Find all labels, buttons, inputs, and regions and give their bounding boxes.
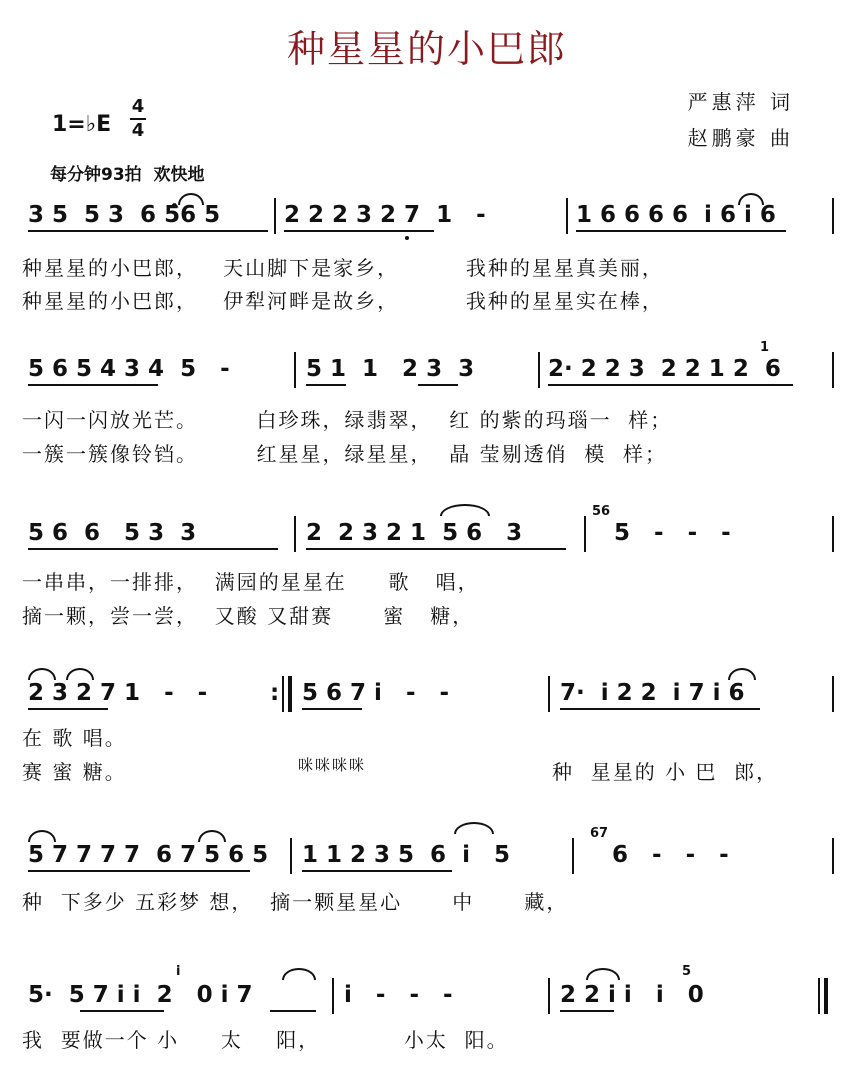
lyric-line-verse1: 在 歌 唱。 bbox=[22, 726, 127, 750]
notation-measure: 5 1 1 2 3 3 bbox=[306, 356, 475, 382]
notation-measure: 5 6 7 i - - bbox=[302, 680, 450, 706]
notation-measure: 3 5 5 3 6 5̂6 5 bbox=[28, 202, 221, 228]
repeat-sign-dots: : bbox=[270, 680, 280, 706]
grace-note: 67 bbox=[590, 826, 609, 841]
notation-measure: 1 1 2 3 5 6 i 5 bbox=[302, 842, 510, 868]
notation-measure: 2 3 2 7 1 - - bbox=[28, 680, 208, 706]
lyric-line-verse2: 赛 蜜 糖。 bbox=[22, 760, 127, 784]
lyric-line-verse1: 一串串，一排排， 满园的星星在 歌 唱， bbox=[22, 570, 480, 594]
lyric-line-chorus: 种 星星的 小 巴 郎， bbox=[552, 760, 779, 784]
notation-measure: i - - - bbox=[344, 982, 453, 1008]
notation-measure: 2 2 2 3 2 7 1 - bbox=[284, 202, 486, 228]
lyricist-credit: 严惠萍 词 bbox=[687, 90, 794, 114]
song-title: 种星星的小巴郎 bbox=[286, 27, 567, 71]
notation-measure: 5 6 6 5 3 3 bbox=[28, 520, 197, 546]
meter-denominator: 4 bbox=[131, 120, 145, 141]
notation-measure: 7· i 2 2 i 7 i 6 bbox=[560, 680, 745, 706]
notation-measure: 6 - - - bbox=[612, 842, 729, 868]
grace-note: 56 bbox=[592, 504, 611, 519]
notation-measure: 5· 5 7 i i 2 0 i 7 bbox=[28, 982, 253, 1008]
notation-measure: 5 6 5 4 3 4 5 - bbox=[28, 356, 230, 382]
time-signature bbox=[128, 96, 148, 142]
grace-note: i bbox=[176, 964, 181, 979]
grace-note: 5 bbox=[682, 964, 692, 979]
lyric-interjection: 咪咪咪咪 bbox=[298, 756, 367, 774]
notation-measure: 5 7 7 7 7 6 7 5 6 5 bbox=[28, 842, 269, 868]
lyric-line-verse1: 种星星的小巴郎， 天山脚下是家乡， 我种的星星真美丽， bbox=[22, 256, 664, 280]
lyric-line-verse1: 种 下多少 五彩梦 想， 摘一颗星星心 中 藏， bbox=[22, 890, 569, 914]
lyric-line-verse2: 一簇一簇像铃铛。 红星星，绿星星， 晶 莹剔透俏 模 样； bbox=[22, 442, 668, 466]
composer-credit: 赵鹏豪 曲 bbox=[687, 126, 794, 150]
tempo-marking: 每分钟93拍 欢快地 bbox=[50, 165, 205, 185]
notation-measure: 2· 2 2 3 2 2 1 2 6 bbox=[548, 356, 781, 382]
notation-measure: 1 6 6 6 6 i 6 i 6 bbox=[576, 202, 776, 228]
notation-measure: 2 2 i i i 0 bbox=[560, 982, 704, 1008]
grace-note: 1 bbox=[760, 340, 770, 355]
meter-numerator: 4 bbox=[131, 96, 145, 117]
lyric-line-verse1: 我 要做一个 小 太 阳， 小太 阳。 bbox=[22, 1028, 509, 1052]
lyric-line-verse2: 种星星的小巴郎， 伊犁河畔是故乡， 我种的星星实在棒， bbox=[22, 289, 664, 313]
key-signature: 1=♭E bbox=[52, 112, 112, 137]
notation-measure: 2 2 3 2 1 5 6 3 bbox=[306, 520, 523, 546]
notation-measure: 5 - - - bbox=[614, 520, 731, 546]
lyric-line-verse2: 摘一颗，尝一尝， 又酸 又甜赛 蜜 糖， bbox=[22, 604, 475, 628]
lyric-line-verse1: 一闪一闪放光芒。 白珍珠，绿翡翠， 红 的紫的玛瑙一 样； bbox=[22, 408, 673, 432]
